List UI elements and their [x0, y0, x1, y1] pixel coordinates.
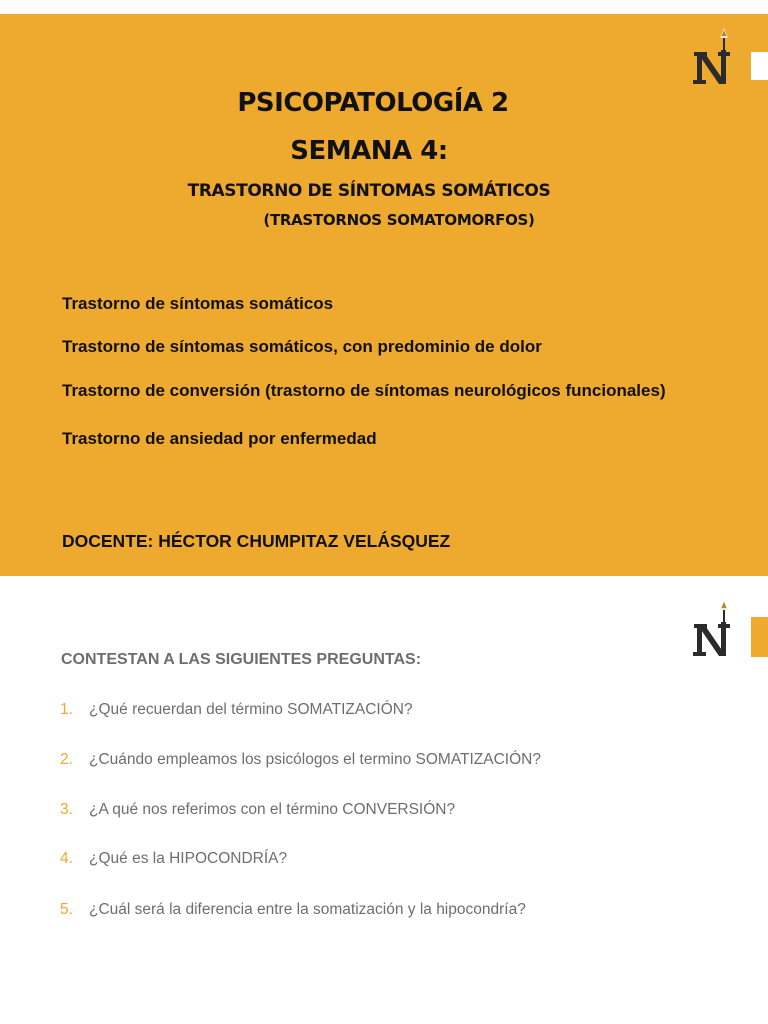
question-item — [60, 901, 526, 919]
topic-item: Trastorno de ansiedad por enfermedad — [62, 429, 377, 448]
topic-subtitle: (TRASTORNOS SOMATOMORFOS) — [263, 211, 535, 229]
question-item — [60, 850, 287, 868]
question-number: 5. — [60, 901, 73, 918]
question-text: ¿Cuándo empleamos los psicólogos el termino SOMATIZACIÓN? — [89, 751, 541, 768]
teacher-name: DOCENTE: HÉCTOR CHUMPITAZ VELÁSQUEZ — [62, 531, 451, 551]
topic-item: Trastorno de síntomas somáticos, con predominio de dolor — [62, 337, 542, 356]
week-title: SEMANA 4: — [290, 136, 448, 166]
question-number: 1. — [60, 701, 73, 718]
university-n-logo-icon — [690, 598, 734, 660]
question-number: 2. — [60, 751, 73, 768]
questions-heading: CONTESTAN A LAS SIGUIENTES PREGUNTAS: — [61, 651, 422, 668]
question-text: ¿Cuál será la diferencia entre la somatización y la hipocondría? — [89, 901, 526, 918]
question-number: 4. — [60, 850, 73, 867]
question-text: ¿A qué nos referimos con el término CONVERSIÓN? — [89, 801, 456, 818]
topic-item: Trastorno de síntomas somáticos — [62, 294, 334, 313]
question-text: ¿Qué recuerdan del término SOMATIZACIÓN? — [89, 701, 413, 718]
question-item — [60, 751, 541, 769]
question-item — [60, 701, 413, 719]
title-slide — [0, 14, 768, 576]
white-tab-decoration — [751, 52, 768, 80]
topic-title: TRASTORNO DE SÍNTOMAS SOMÁTICOS — [187, 181, 551, 201]
orange-tab-decoration — [751, 617, 768, 657]
question-item — [60, 801, 455, 819]
slide-title: PSICOPATOLOGÍA 2 — [237, 88, 509, 118]
university-n-logo-icon — [690, 26, 734, 88]
question-text: ¿Qué es la HIPOCONDRÍA? — [89, 850, 288, 867]
topic-item: Trastorno de conversión (trastorno de síntomas neurológicos funcionales) — [62, 381, 666, 400]
questions-slide — [0, 576, 768, 1024]
question-number: 3. — [60, 801, 73, 818]
